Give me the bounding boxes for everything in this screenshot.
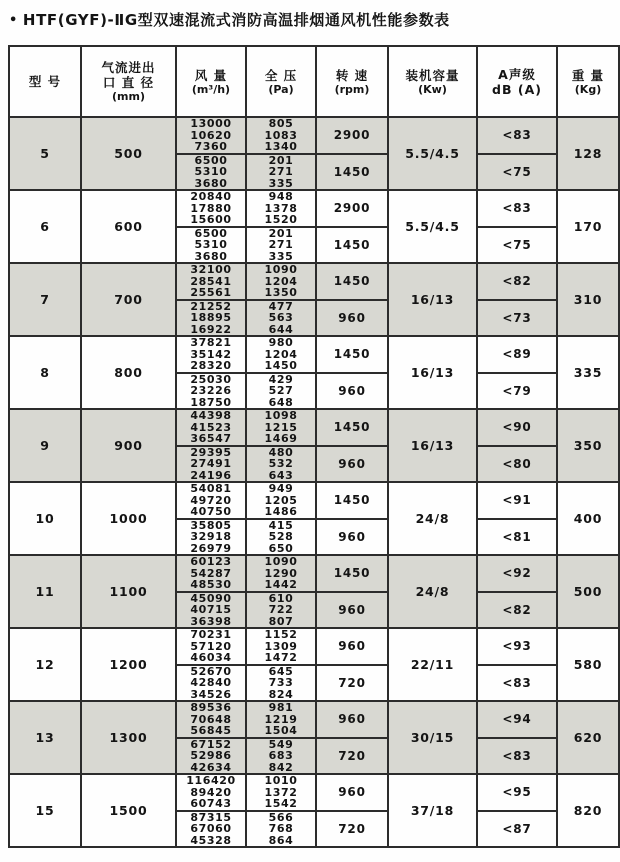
model-cell: 11 [9,555,81,628]
noise-cell: <93 [477,628,557,665]
weight-cell: 500 [557,555,619,628]
noise-cell: <87 [477,811,557,848]
flow-cell: 70231 57120 46034 [176,628,246,665]
table-row [9,263,619,300]
model-cell: 5 [9,117,81,190]
speed-cell: 960 [316,446,388,483]
noise-cell: <83 [477,190,557,227]
flow-cell: 44398 41523 36547 [176,409,246,446]
speed-cell: 720 [316,665,388,702]
pressure-cell: 415 528 650 [246,519,316,556]
power-cell: 22/11 [388,628,477,701]
noise-cell: <75 [477,154,557,191]
speed-cell: 1450 [316,263,388,300]
speed-cell: 1450 [316,227,388,264]
weight-cell: 350 [557,409,619,482]
model-cell: 13 [9,701,81,774]
noise-cell: <82 [477,592,557,629]
speed-cell: 1450 [316,482,388,519]
speed-cell: 960 [316,628,388,665]
flow-cell: 29395 27491 24196 [176,446,246,483]
noise-cell: <81 [477,519,557,556]
pressure-cell: 201 271 335 [246,227,316,264]
table-row [9,774,619,811]
diameter-cell: 900 [81,409,176,482]
noise-cell: <82 [477,263,557,300]
flow-cell: 116420 89420 60743 [176,774,246,811]
table-row [9,482,619,519]
pressure-cell: 981 1219 1504 [246,701,316,738]
noise-cell: <83 [477,117,557,154]
table-row [9,190,619,227]
col-header-diameter: 气流进出 口 直 径 (mm) [81,46,176,117]
spec-table-head-row [9,46,619,117]
noise-cell: <89 [477,336,557,373]
bullet-icon: • [9,13,18,28]
model-cell: 12 [9,628,81,701]
weight-cell: 820 [557,774,619,847]
weight-cell: 335 [557,336,619,409]
pressure-cell: 1090 1290 1442 [246,555,316,592]
diameter-cell: 1000 [81,482,176,555]
weight-cell: 580 [557,628,619,701]
power-cell: 16/13 [388,409,477,482]
model-cell: 10 [9,482,81,555]
model-cell: 7 [9,263,81,336]
pressure-cell: 477 563 644 [246,300,316,337]
pressure-cell: 1090 1204 1350 [246,263,316,300]
diameter-cell: 1200 [81,628,176,701]
col-header-pressure: 全 压 (Pa) [246,46,316,117]
noise-cell: <80 [477,446,557,483]
pressure-cell: 948 1378 1520 [246,190,316,227]
spec-table-body [9,117,619,847]
speed-cell: 1450 [316,555,388,592]
pressure-cell: 549 683 842 [246,738,316,775]
flow-cell: 52670 42840 34526 [176,665,246,702]
pressure-cell: 980 1204 1450 [246,336,316,373]
speed-cell: 960 [316,373,388,410]
weight-cell: 128 [557,117,619,190]
pressure-cell: 1152 1309 1472 [246,628,316,665]
weight-cell: 620 [557,701,619,774]
table-row [9,117,619,154]
spec-table [8,45,620,848]
pressure-cell: 645 733 824 [246,665,316,702]
spec-table-head [9,46,619,117]
model-cell: 8 [9,336,81,409]
pressure-cell: 429 527 648 [246,373,316,410]
noise-cell: <92 [477,555,557,592]
flow-cell: 13000 10620 7360 [176,117,246,154]
pressure-cell: 1098 1215 1469 [246,409,316,446]
pressure-cell: 610 722 807 [246,592,316,629]
weight-cell: 310 [557,263,619,336]
speed-cell: 2900 [316,117,388,154]
power-cell: 37/18 [388,774,477,847]
table-row [9,336,619,373]
table-row [9,628,619,665]
flow-cell: 87315 67060 45328 [176,811,246,848]
power-cell: 5.5/4.5 [388,117,477,190]
pressure-cell: 201 271 335 [246,154,316,191]
speed-cell: 960 [316,701,388,738]
flow-cell: 32100 28541 25561 [176,263,246,300]
speed-cell: 960 [316,592,388,629]
col-header-model: 型 号 [9,46,81,117]
diameter-cell: 700 [81,263,176,336]
flow-cell: 54081 49720 40750 [176,482,246,519]
flow-cell: 21252 18895 16922 [176,300,246,337]
page-title-text: HTF(GYF)-ⅡG型双速混流式消防高温排烟通风机性能参数表 [22,11,450,29]
speed-cell: 1450 [316,409,388,446]
noise-cell: <79 [477,373,557,410]
flow-cell: 60123 54287 48530 [176,555,246,592]
power-cell: 16/13 [388,336,477,409]
speed-cell: 960 [316,774,388,811]
diameter-cell: 800 [81,336,176,409]
col-header-speed: 转 速 (rpm) [316,46,388,117]
diameter-cell: 1100 [81,555,176,628]
power-cell: 24/8 [388,555,477,628]
table-row [9,701,619,738]
col-header-noise: A声级 dB (A) [477,46,557,117]
col-header-weight: 重 量 (Kg) [557,46,619,117]
flow-cell: 20840 17880 15600 [176,190,246,227]
weight-cell: 170 [557,190,619,263]
model-cell: 9 [9,409,81,482]
speed-cell: 720 [316,738,388,775]
noise-cell: <90 [477,409,557,446]
pressure-cell: 1010 1372 1542 [246,774,316,811]
pressure-cell: 480 532 643 [246,446,316,483]
diameter-cell: 500 [81,117,176,190]
noise-cell: <83 [477,738,557,775]
pressure-cell: 805 1083 1340 [246,117,316,154]
flow-cell: 25030 23226 18750 [176,373,246,410]
flow-cell: 89536 70648 56845 [176,701,246,738]
pressure-cell: 949 1205 1486 [246,482,316,519]
power-cell: 5.5/4.5 [388,190,477,263]
flow-cell: 37821 35142 28320 [176,336,246,373]
model-cell: 6 [9,190,81,263]
table-row [9,555,619,592]
col-header-flow: 风 量 (m³/h) [176,46,246,117]
noise-cell: <83 [477,665,557,702]
col-header-power: 装机容量 (Kw) [388,46,477,117]
flow-cell: 45090 40715 36398 [176,592,246,629]
flow-cell: 6500 5310 3680 [176,154,246,191]
noise-cell: <75 [477,227,557,264]
model-cell: 15 [9,774,81,847]
speed-cell: 2900 [316,190,388,227]
table-row [9,409,619,446]
power-cell: 16/13 [388,263,477,336]
noise-cell: <94 [477,701,557,738]
speed-cell: 960 [316,519,388,556]
noise-cell: <91 [477,482,557,519]
page-title [0,0,620,30]
diameter-cell: 600 [81,190,176,263]
power-cell: 24/8 [388,482,477,555]
speed-cell: 960 [316,300,388,337]
noise-cell: <73 [477,300,557,337]
speed-cell: 1450 [316,336,388,373]
flow-cell: 67152 52986 42634 [176,738,246,775]
diameter-cell: 1500 [81,774,176,847]
weight-cell: 400 [557,482,619,555]
noise-cell: <95 [477,774,557,811]
pressure-cell: 566 768 864 [246,811,316,848]
speed-cell: 720 [316,811,388,848]
power-cell: 30/15 [388,701,477,774]
diameter-cell: 1300 [81,701,176,774]
speed-cell: 1450 [316,154,388,191]
flow-cell: 6500 5310 3680 [176,227,246,264]
flow-cell: 35805 32918 26979 [176,519,246,556]
